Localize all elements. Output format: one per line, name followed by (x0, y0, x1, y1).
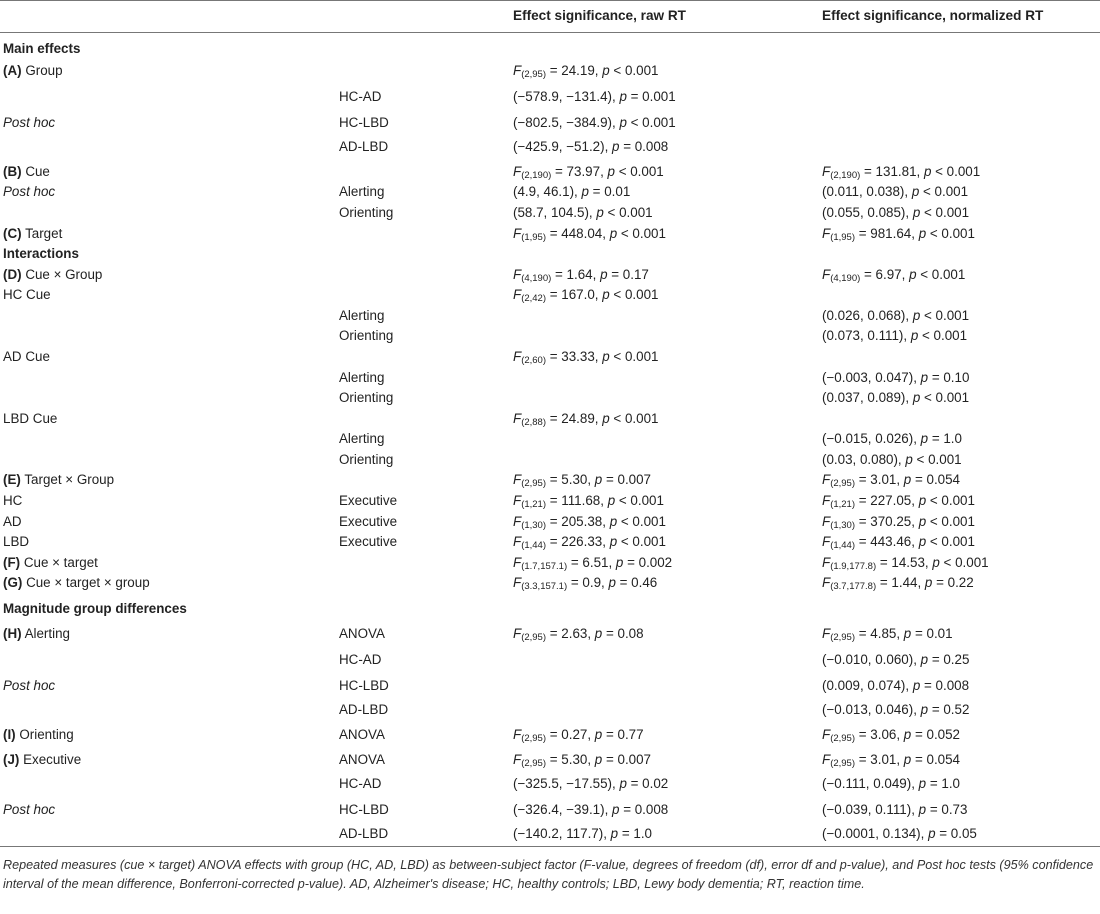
table-row (0, 599, 1100, 619)
raw-rt-value: $F_{(4,190)} = 1.64$, p = 0.17 (513, 267, 649, 284)
table-row (0, 553, 1100, 573)
raw-rt-value: (58.7, 104.5), p < 0.001 (513, 205, 653, 220)
row-label-text: LBD Cue (3, 411, 58, 426)
row-label-text: Target (21, 226, 63, 241)
row-label (3, 725, 74, 745)
normalized-rt-value: (−0.0001, 0.134), p = 0.05 (822, 826, 977, 841)
normalized-rt-value: (0.037, 0.089), p < 0.001 (822, 390, 970, 405)
table-row (0, 725, 1100, 745)
row-label (3, 265, 102, 285)
table-row (0, 624, 1100, 644)
table-row (0, 326, 1100, 346)
table-row (0, 285, 1100, 305)
table-row (0, 306, 1100, 326)
row-label-text: Main effects (3, 41, 81, 56)
row-sublabel: HC-AD (339, 776, 382, 791)
row-sublabel: AD-LBD (339, 702, 389, 717)
row-sublabel: Orienting (339, 390, 394, 405)
row-sublabel: HC-LBD (339, 802, 389, 817)
row-sublabel: Orienting (339, 328, 394, 343)
row-label-text: HC (3, 493, 23, 508)
row-label-text: Orienting (15, 727, 74, 742)
table-row (0, 87, 1100, 107)
normalized-rt-value: (−0.015, 0.026), p = 1.0 (822, 431, 962, 446)
row-label (3, 750, 81, 770)
row-label-text: Group (21, 63, 63, 78)
normalized-rt-value: $F_{(1,44)} = 443.46$, p < 0.001 (822, 534, 975, 551)
table-row (0, 532, 1100, 552)
row-sublabel: HC-LBD (339, 678, 389, 693)
row-sublabel: ANOVA (339, 727, 385, 742)
raw-rt-value: $F_{(3.3,157.1)} = 0.9$, p = 0.46 (513, 575, 658, 592)
row-sublabel: HC-AD (339, 652, 382, 667)
row-label (3, 470, 114, 490)
row-label-text: Cue (21, 164, 50, 179)
raw-rt-value: (−326.4, −39.1), p = 0.008 (513, 802, 669, 817)
row-sublabel: AD-LBD (339, 826, 389, 841)
normalized-rt-value: (−0.111, 0.049), p = 1.0 (822, 776, 960, 791)
row-letter: (B) (3, 164, 22, 179)
row-label (3, 285, 51, 305)
row-label (3, 39, 80, 59)
normalized-rt-value: (0.055, 0.085), p < 0.001 (822, 205, 970, 220)
row-sublabel: HC-AD (339, 89, 382, 104)
table-row (0, 347, 1100, 367)
table-footnote: Repeated measures (cue × target) ANOVA effects with group (HC, AD, LBD) as between-subject factor (F-value, degrees of freedom (df), error df and p-value), and Post hoc tests (95% confidence interval of the mean difference, Bonferroni-corrected p-value). AD, Alzheimer's disease; HC, healthy controls; LBD, Lewy body dementia; RT, reaction time. (3, 858, 1094, 891)
row-label (3, 162, 50, 182)
row-label-text: Post hoc (3, 802, 56, 817)
table-row (0, 61, 1100, 81)
raw-rt-value: (−325.5, −17.55), p = 0.02 (513, 776, 669, 791)
table-row (0, 824, 1100, 844)
row-sublabel: Orienting (339, 452, 394, 467)
row-label-text: HC Cue (3, 287, 51, 302)
row-letter: (E) (3, 472, 21, 487)
table-row (0, 182, 1100, 202)
table-top-rule (0, 0, 1100, 1)
row-sublabel: ANOVA (339, 626, 385, 641)
row-label-text: Post hoc (3, 678, 56, 693)
table-row (0, 774, 1100, 794)
row-label (3, 113, 55, 133)
normalized-rt-value: $F_{(2,95)} = 3.01$, p = 0.054 (822, 472, 961, 489)
table-row (0, 203, 1100, 223)
row-sublabel: Alerting (339, 431, 385, 446)
normalized-rt-value: (−0.013, 0.046), p = 0.52 (822, 702, 970, 717)
table-row (0, 224, 1100, 244)
raw-rt-value: (−578.9, −131.4), p = 0.001 (513, 89, 676, 104)
normalized-rt-value: $F_{(2,190)} = 131.81$, p < 0.001 (822, 164, 981, 181)
row-label (3, 244, 79, 264)
table-header-row (0, 6, 1100, 26)
raw-rt-value: $F_{(2,95)} = 0.27$, p = 0.77 (513, 727, 644, 744)
table-row (0, 265, 1100, 285)
table-row (0, 244, 1100, 264)
row-sublabel: Executive (339, 493, 398, 508)
table-row (0, 650, 1100, 670)
table-row (0, 409, 1100, 429)
raw-rt-value: (4.9, 46.1), p = 0.01 (513, 184, 631, 199)
normalized-rt-value: (−0.003, 0.047), p = 0.10 (822, 370, 970, 385)
row-label-text: Interactions (3, 246, 79, 261)
table-row (0, 137, 1100, 157)
row-sublabel: Alerting (339, 370, 385, 385)
normalized-rt-value: $F_{(3.7,177.8)} = 1.44$, p = 0.22 (822, 575, 974, 592)
normalized-rt-value: (0.011, 0.038), p < 0.001 (822, 184, 969, 199)
row-label (3, 553, 98, 573)
row-label-text: Cue × Group (21, 267, 103, 282)
raw-rt-value: $F_{(1,21)} = 111.68$, p < 0.001 (513, 493, 664, 510)
row-label (3, 182, 55, 202)
normalized-rt-value: (0.026, 0.068), p < 0.001 (822, 308, 970, 323)
raw-rt-value: $F_{(1.7,157.1)} = 6.51$, p = 0.002 (513, 555, 673, 572)
row-sublabel: Alerting (339, 308, 385, 323)
row-sublabel: Executive (339, 534, 398, 549)
table-row (0, 800, 1100, 820)
normalized-rt-value: $F_{(1.9,177.8)} = 14.53$, p < 0.001 (822, 555, 989, 572)
raw-rt-value: $F_{(1,95)} = 448.04$, p < 0.001 (513, 226, 666, 243)
row-letter: (J) (3, 752, 20, 767)
row-label-text: AD Cue (3, 349, 50, 364)
table-row (0, 388, 1100, 408)
raw-rt-value: $F_{(2,95)} = 2.63$, p = 0.08 (513, 626, 644, 643)
normalized-rt-value: (0.073, 0.111), p < 0.001 (822, 328, 968, 343)
row-letter: (H) (3, 626, 22, 641)
table-row (0, 450, 1100, 470)
row-letter: (C) (3, 226, 22, 241)
header-raw-rt: Effect significance, raw RT (513, 8, 686, 23)
row-sublabel: Orienting (339, 205, 394, 220)
raw-rt-value: $F_{(1,44)} = 226.33$, p < 0.001 (513, 534, 666, 551)
row-label (3, 676, 55, 696)
table-row (0, 113, 1100, 133)
row-label-text: AD (3, 514, 22, 529)
raw-rt-value: (−425.9, −51.2), p = 0.008 (513, 139, 669, 154)
row-label-text: Cue × target × group (22, 575, 150, 590)
table-row (0, 700, 1100, 720)
normalized-rt-value: $F_{(1,30)} = 370.25$, p < 0.001 (822, 514, 975, 531)
table-row (0, 429, 1100, 449)
normalized-rt-value: $F_{(2,95)} = 4.85$, p = 0.01 (822, 626, 953, 643)
row-label (3, 512, 22, 532)
table-row (0, 39, 1100, 59)
table-row (0, 573, 1100, 593)
normalized-rt-value: $F_{(2,95)} = 3.01$, p = 0.054 (822, 752, 961, 769)
row-sublabel: Executive (339, 514, 398, 529)
table-bottom-rule (0, 846, 1100, 847)
row-label (3, 409, 57, 429)
raw-rt-value: (−802.5, −384.9), p < 0.001 (513, 115, 676, 130)
row-label (3, 347, 50, 367)
row-label (3, 573, 150, 593)
raw-rt-value: $F_{(2,95)} = 5.30$, p = 0.007 (513, 752, 652, 769)
raw-rt-value: $F_{(2,95)} = 24.19$, p < 0.001 (513, 63, 659, 80)
row-letter: (A) (3, 63, 22, 78)
row-sublabel: HC-LBD (339, 115, 389, 130)
table-row (0, 491, 1100, 511)
row-label-text: LBD (3, 534, 30, 549)
row-label (3, 61, 63, 81)
normalized-rt-value: (0.009, 0.074), p = 0.008 (822, 678, 970, 693)
row-label-text: Cue × target (20, 555, 98, 570)
raw-rt-value: $F_{(2,88)} = 24.89$, p < 0.001 (513, 411, 659, 428)
row-letter: (F) (3, 555, 21, 570)
table-row (0, 676, 1100, 696)
row-label (3, 491, 22, 511)
row-label-text: Target × Group (20, 472, 115, 487)
normalized-rt-value: $F_{(1,21)} = 227.05$, p < 0.001 (822, 493, 975, 510)
row-label (3, 599, 187, 619)
row-label-text: Executive (19, 752, 82, 767)
table-row (0, 512, 1100, 532)
row-label-text: Magnitude group differences (3, 601, 187, 616)
row-sublabel: Alerting (339, 184, 385, 199)
row-label (3, 800, 55, 820)
raw-rt-value: $F_{(1,30)} = 205.38$, p < 0.001 (513, 514, 666, 531)
normalized-rt-value: $F_{(4,190)} = 6.97$, p < 0.001 (822, 267, 966, 284)
row-letter: (I) (3, 727, 16, 742)
header-rule (0, 32, 1100, 33)
table-row (0, 470, 1100, 490)
row-label (3, 532, 29, 552)
normalized-rt-value: (−0.010, 0.060), p = 0.25 (822, 652, 970, 667)
normalized-rt-value: $F_{(1,95)} = 981.64$, p < 0.001 (822, 226, 975, 243)
raw-rt-value: $F_{(2,42)} = 167.0$, p < 0.001 (513, 287, 659, 304)
header-normalized-rt: Effect significance, normalized RT (822, 8, 1044, 23)
table-row (0, 368, 1100, 388)
row-label (3, 624, 70, 644)
normalized-rt-value: $F_{(2,95)} = 3.06$, p = 0.052 (822, 727, 961, 744)
table-row (0, 162, 1100, 182)
raw-rt-value: $F_{(2,95)} = 5.30$, p = 0.007 (513, 472, 652, 489)
raw-rt-value: $F_{(2,60)} = 33.33$, p < 0.001 (513, 349, 659, 366)
table-row (0, 750, 1100, 770)
row-sublabel: ANOVA (339, 752, 385, 767)
row-letter: (G) (3, 575, 23, 590)
row-label-text: Post hoc (3, 115, 56, 130)
row-label-text: Alerting (21, 626, 70, 641)
raw-rt-value: (−140.2, 117.7), p = 1.0 (513, 826, 652, 841)
row-letter: (D) (3, 267, 22, 282)
normalized-rt-value: (−0.039, 0.111), p = 0.73 (822, 802, 968, 817)
raw-rt-value: $F_{(2,190)} = 73.97$, p < 0.001 (513, 164, 664, 181)
row-label (3, 224, 62, 244)
row-label-text: Post hoc (3, 184, 56, 199)
row-sublabel: AD-LBD (339, 139, 389, 154)
normalized-rt-value: (0.03, 0.080), p < 0.001 (822, 452, 962, 467)
